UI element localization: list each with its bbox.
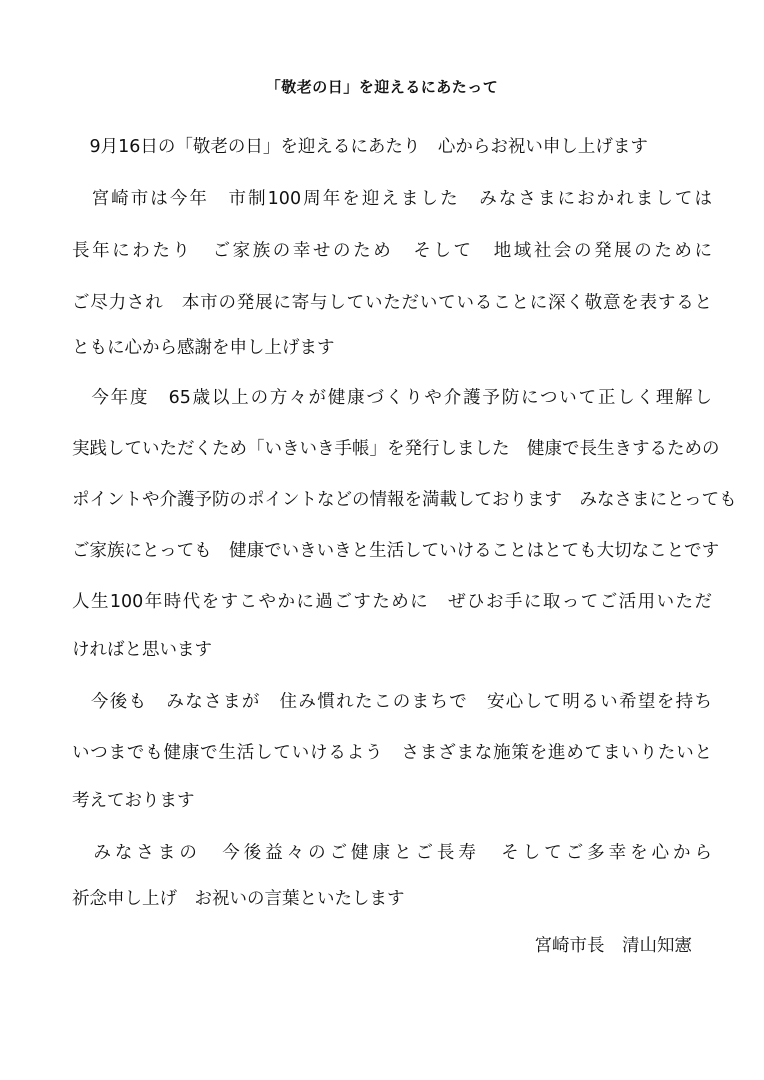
paragraph-2-line-1: 宮崎市は今年 市制100周年を迎えました みなさまにおかれましては: [72, 189, 712, 209]
paragraph-5-line-2: 祈念申し上げ お祝いの言葉といたします: [72, 889, 405, 909]
paragraph-3-line-6: ければと思います: [72, 640, 212, 660]
signature: 宮崎市長 清山知憲: [534, 936, 692, 956]
paragraph-3-line-4: ご家族にとっても 健康でいきいきと生活していけることはとても大切なことです: [72, 541, 720, 561]
paragraph-3-line-1: 今年度 65歳以上の方々が健康づくりや介護予防について正しく理解し: [72, 388, 712, 408]
paragraph-2-line-3: ご尽力され 本市の発展に寄与していただいていることに深く敬意を表すると: [72, 293, 712, 313]
paragraph-4-line-2: いつまでも健康で生活していけるよう さまざまな施策を進めてまいりたいと: [72, 743, 712, 763]
paragraph-2-line-2: 長年にわたり ご家族の幸せのため そして 地域社会の発展のために: [72, 241, 712, 261]
paragraph-3-line-2: 実践していただくため「いきいき手帳」を発行しました 健康で長生きするための: [72, 439, 720, 459]
paragraph-3-line-3: ポイントや介護予防のポイントなどの情報を満載しております みなさまにとっても: [72, 490, 737, 510]
paragraph-4-line-1: 今後も みなさまが 住み慣れたこのまちで 安心して明るい希望を持ち: [72, 692, 712, 712]
paragraph-1-line-1: 9月16日の「敬老の日」を迎えるにあたり 心からお祝い申し上げます: [72, 137, 648, 157]
document-title: 「敬老の日」を迎えるにあたって: [265, 78, 499, 96]
paragraph-5-line-1: みなさまの 今後益々のご健康とご長寿 そしてご多幸を心から: [72, 843, 712, 863]
paragraph-4-line-3: 考えております: [72, 791, 195, 811]
paragraph-2-line-4: ともに心から感謝を申し上げます: [72, 338, 335, 358]
paragraph-3-line-5: 人生100年時代をすこやかに過ごすために ぜひお手に取ってご活用いただ: [72, 592, 712, 612]
